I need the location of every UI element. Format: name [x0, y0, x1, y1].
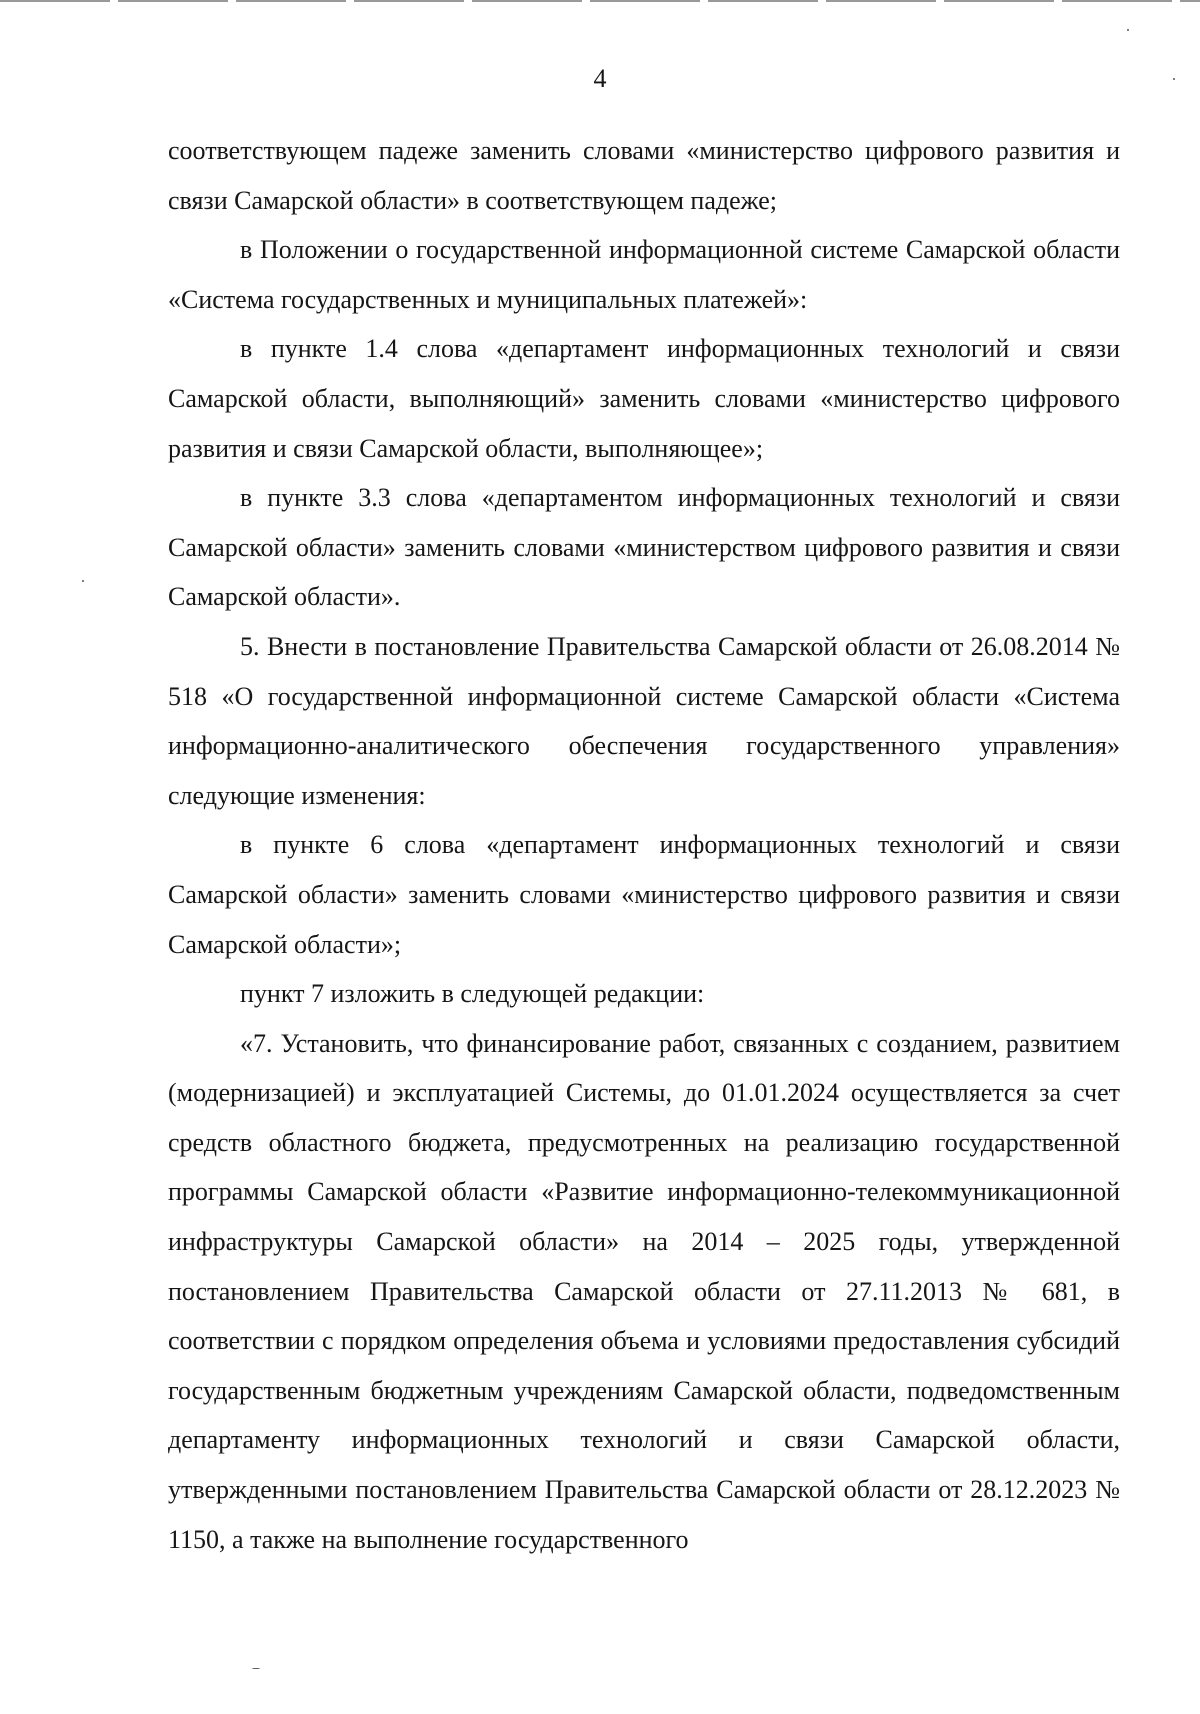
scan-speck — [82, 580, 84, 582]
paragraph: 5. Внести в постановление Правительства Самарской области от 26.08.2014 № 518 «О государственной информационной системе Самарской области «Система информационно-аналитического обеспечения государственного управления» следующие изменения: — [168, 631, 1120, 810]
paragraph: в пункте 1.4 слова «департамент информационных технологий и связи Самарской области, выполняющий» заменить словами «министерство цифрового развития и связи Самарской области, выполняющее»; — [168, 334, 1120, 463]
paragraph: в Положении о государственной информационной системе Самарской области «Система государственных и муниципальных платежей»: — [168, 235, 1120, 314]
paragraph: соответствующем падеже заменить словами «министерство цифрового развития и связи Самарской области» в соответствующем падеже; — [168, 136, 1120, 215]
document-body — [168, 126, 1120, 1564]
scan-speck — [1127, 29, 1129, 31]
paragraph: в пункте 3.3 слова «департаментом информационных технологий и связи Самарской области» заменить словами «министерством цифрового развития и связи Самарской области». — [168, 483, 1120, 612]
paragraph: «7. Установить, что финансирование работ, связанных с созданием, развитием (модернизацией) и эксплуатацией Системы, до 01.01.2024 осуществляется за счет средств областного бюджета, предусмотренных на реализацию государственной программы Самарской области «Развитие информационно-телекоммуникационной инфраструктуры Самарской области» на 2014 – 2025 годы, утвержденной постановлением Правительства Самарской области от 27.11.2013 № 681, в соответствии с порядком определения объема и условиями предоставления субсидий государственным бюджетным учреждениям Самарской области, подведомственным департаменту информационных технологий и связи Самарской области, утвержденными постановлением Правительства Самарской области от 28.12.2023 № 1150, а также на выполнение государственного — [168, 1028, 1120, 1554]
paragraph: пункт 7 изложить в следующей редакции: — [240, 979, 705, 1009]
scan-speck — [252, 1668, 260, 1669]
top-scan-edge — [0, 0, 1200, 2]
paragraph: в пункте 6 слова «департамент информационных технологий и связи Самарской области» заменить словами «министерство цифрового развития и связи Самарской области»; — [168, 830, 1120, 959]
page-number: 4 — [593, 64, 607, 93]
